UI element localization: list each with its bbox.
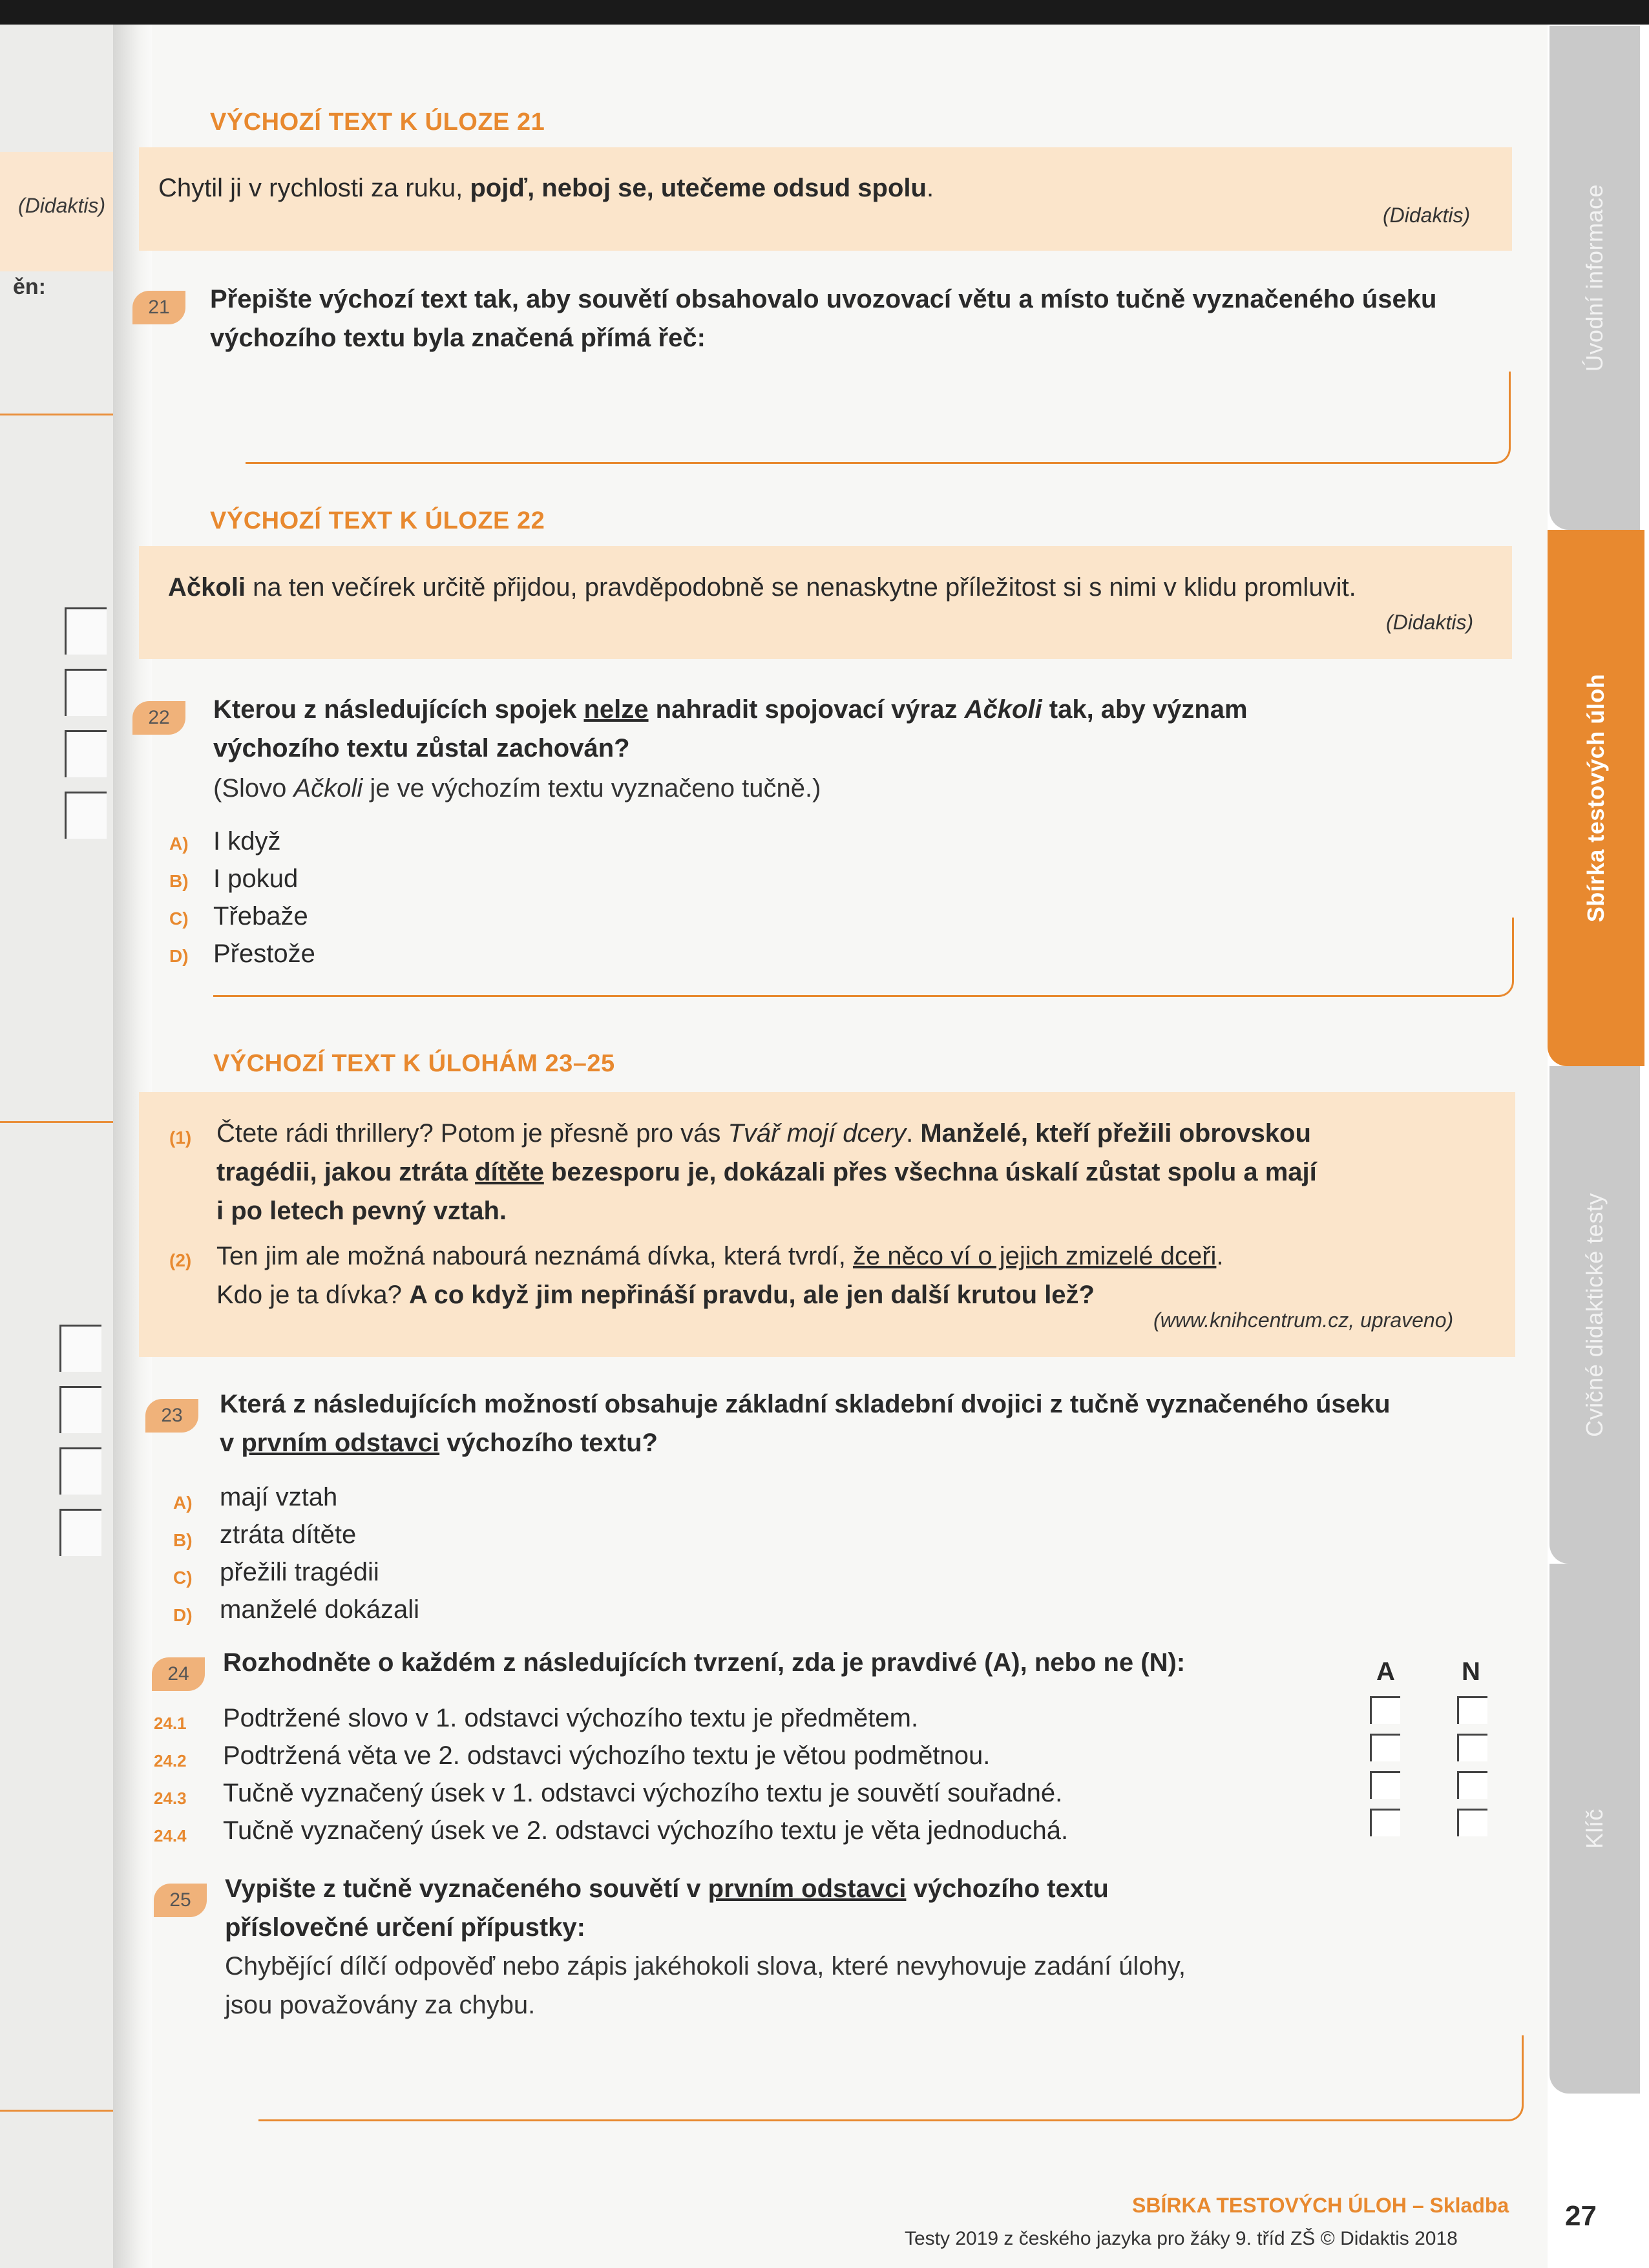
section-23-credit: (www.knihcentrum.cz, upraveno) [1153,1308,1454,1332]
left-page-rule [0,2110,128,2112]
left-page-fragment: ěn: [13,275,46,299]
q24-item-text: Tučně vyznačený úsek ve 2. odstavci výchozího textu je věta jednoduchá. [223,1816,1069,1845]
section-21-source-text: Chytil ji v rychlosti za ruku, pojď, neboj se, utečeme odsud spolu. [158,174,934,202]
q22-option[interactable]: Třebaže [213,902,308,930]
q24-1-a-checkbox[interactable] [1370,1696,1400,1724]
section-23-heading: VÝCHOZÍ TEXT K ÚLOHÁM 23–25 [213,1050,615,1077]
q23-option-letter: D) [173,1605,193,1625]
q25-text-line1: Vypište z tučně vyznačeného souvětí v prvním odstavci výchozího textu [225,1874,1109,1903]
q24-1-n-checkbox[interactable] [1457,1696,1487,1724]
q24-item-text: Podtržená věta ve 2. odstavci výchozího textu je větou podmětnou. [223,1741,991,1770]
left-page-answer-box [65,669,107,716]
section-22-heading: VÝCHOZÍ TEXT K ÚLOZE 22 [210,507,545,534]
q21-text-line2: výchozího textu byla značená přímá řeč: [210,324,706,352]
q24-4-a-checkbox[interactable] [1370,1809,1400,1836]
paragraph-1-line2: tragédii, jakou ztráta dítěte bezesporu je, dokázali přes všechna úskalí zůstat spolu a mají [216,1158,1317,1186]
left-page-answer-box [59,1509,101,1556]
q24-question: Rozhodněte o každém z následujících tvrzení, zda je pravdivé (A), nebo ne (N): [223,1648,1186,1677]
footer-section-title: SBÍRKA TESTOVÝCH ÚLOH – Skladba [1132,2194,1509,2217]
tab-intro-label: Úvodní informace [1581,184,1608,372]
q23-option[interactable]: ztráta dítěte [220,1520,357,1549]
paragraph-1-number: (1) [169,1128,192,1148]
q25-note-line2: jsou považovány za chybu. [225,1991,536,2019]
q25-number-badge: 25 [154,1884,207,1917]
left-page-answer-box [65,730,107,777]
left-page-rule [0,1121,125,1123]
q21-number-badge: 21 [132,291,185,324]
q22-option[interactable]: Přestože [213,940,315,968]
paragraph-2-line1: Ten jim ale možná nabourá neznámá dívka, která tvrdí, že něco ví o jejich zmizelé dceři. [216,1242,1224,1270]
q24-4-n-checkbox[interactable] [1457,1809,1487,1836]
q22-option[interactable]: I když [213,827,281,856]
q21-text-line1: Přepište výchozí text tak, aby souvětí obsahovalo uvozovací větu a místo tučně vyznačeného úseku [210,285,1437,313]
q23-number-badge: 23 [145,1399,198,1433]
tab-intro[interactable] [1549,26,1640,530]
q21-answer-area[interactable] [246,372,1511,464]
q24-2-n-checkbox[interactable] [1457,1734,1487,1761]
q24-2-a-checkbox[interactable] [1370,1734,1400,1761]
q25-answer-area[interactable] [258,2035,1524,2121]
tab-test-tasks[interactable] [1548,530,1644,1066]
q24-item-number: 24.2 [154,1751,187,1770]
left-page-answer-box [65,792,107,839]
page-number: 27 [1565,2200,1597,2232]
tab-practice-tests-label: Cvičné didaktické testy [1581,1193,1608,1437]
section-22-source-text: Ačkoli na ten večírek určitě přijdou, pravděpodobně se nenaskytne příležitost si s nimi v klidu promluvit. [168,573,1356,602]
tab-key-label: Klíč [1581,1808,1608,1849]
q23-option-letter: B) [173,1530,193,1550]
section-21-credit: (Didaktis) [1383,204,1471,227]
q23-option-letter: C) [173,1568,193,1588]
section-21-heading: VÝCHOZÍ TEXT K ÚLOZE 21 [210,109,545,136]
q24-item-text: Podtržené slovo v 1. odstavci výchozího textu je předmětem. [223,1704,919,1732]
column-n-heading: N [1462,1657,1480,1686]
q22-option-letter: A) [169,834,189,854]
q23-option[interactable]: mají vztah [220,1483,338,1511]
q22-option-letter: D) [169,946,189,966]
left-page-credit: (Didaktis) [18,194,106,217]
q22-text-line1: Kterou z následujících spojek nelze nahradit spojovací výraz Ačkoli tak, aby význam [213,695,1248,724]
q23-option[interactable]: přežili tragédii [220,1558,379,1586]
q22-note: (Slovo Ačkoli je ve výchozím textu vyznačeno tučně.) [213,774,821,803]
left-page-answer-box [65,607,107,655]
paragraph-2-number: (2) [169,1250,192,1270]
q24-3-a-checkbox[interactable] [1370,1771,1400,1799]
paragraph-1-line3: i po letech pevný vztah. [216,1197,507,1225]
q25-text-line2: příslovečné určení přípustky: [225,1913,585,1942]
q22-text-line2: výchozího textu zůstal zachován? [213,734,630,762]
q22-option[interactable]: I pokud [213,865,299,893]
section-22-credit: (Didaktis) [1386,611,1474,634]
q25-note-line1: Chybějící dílčí odpověď nebo zápis jakéhokoli slova, které nevyhovuje zadání úlohy, [225,1952,1186,1980]
q24-item-number: 24.1 [154,1714,187,1733]
tab-test-tasks-label: Sbírka testových úloh [1582,673,1609,923]
q23-text-line2: v prvním odstavci výchozího textu? [220,1429,658,1457]
left-page-answer-box [59,1447,101,1495]
q22-option-letter: C) [169,908,189,929]
scan-top-edge [0,0,1649,25]
tab-practice-tests[interactable] [1549,1066,1640,1564]
q23-text-line1: Která z následujících možností obsahuje základní skladební dvojici z tučně vyznačeného úseku [220,1390,1391,1418]
q22-answer-area [213,918,1514,997]
left-page-answer-box [59,1325,101,1372]
q24-3-n-checkbox[interactable] [1457,1771,1487,1799]
tab-key[interactable] [1549,1564,1640,2094]
q24-item-number: 24.3 [154,1789,187,1808]
paragraph-2-line2: Kdo je ta dívka? A co když jim nepřináší pravdu, ale jen další krutou lež? [216,1281,1095,1309]
footer-subtitle: Testy 2019 z českého jazyka pro žáky 9. tříd ZŠ © Didaktis 2018 [905,2228,1458,2249]
q24-item-number: 24.4 [154,1826,187,1845]
paragraph-1-line1: Čtete rádi thrillery? Potom je přesně pro vás Tvář mojí dcery. Manželé, kteří přežili obrovskou [216,1119,1311,1148]
q23-option[interactable]: manželé dokázali [220,1595,420,1624]
q22-number-badge: 22 [132,701,185,735]
column-a-heading: A [1376,1657,1395,1686]
left-page-answer-box [59,1386,101,1433]
q24-number-badge: 24 [152,1657,205,1691]
q24-item-text: Tučně vyznačený úsek v 1. odstavci výchozího textu je souvětí souřadné. [223,1779,1063,1807]
q23-option-letter: A) [173,1493,193,1513]
q22-option-letter: B) [169,871,189,891]
